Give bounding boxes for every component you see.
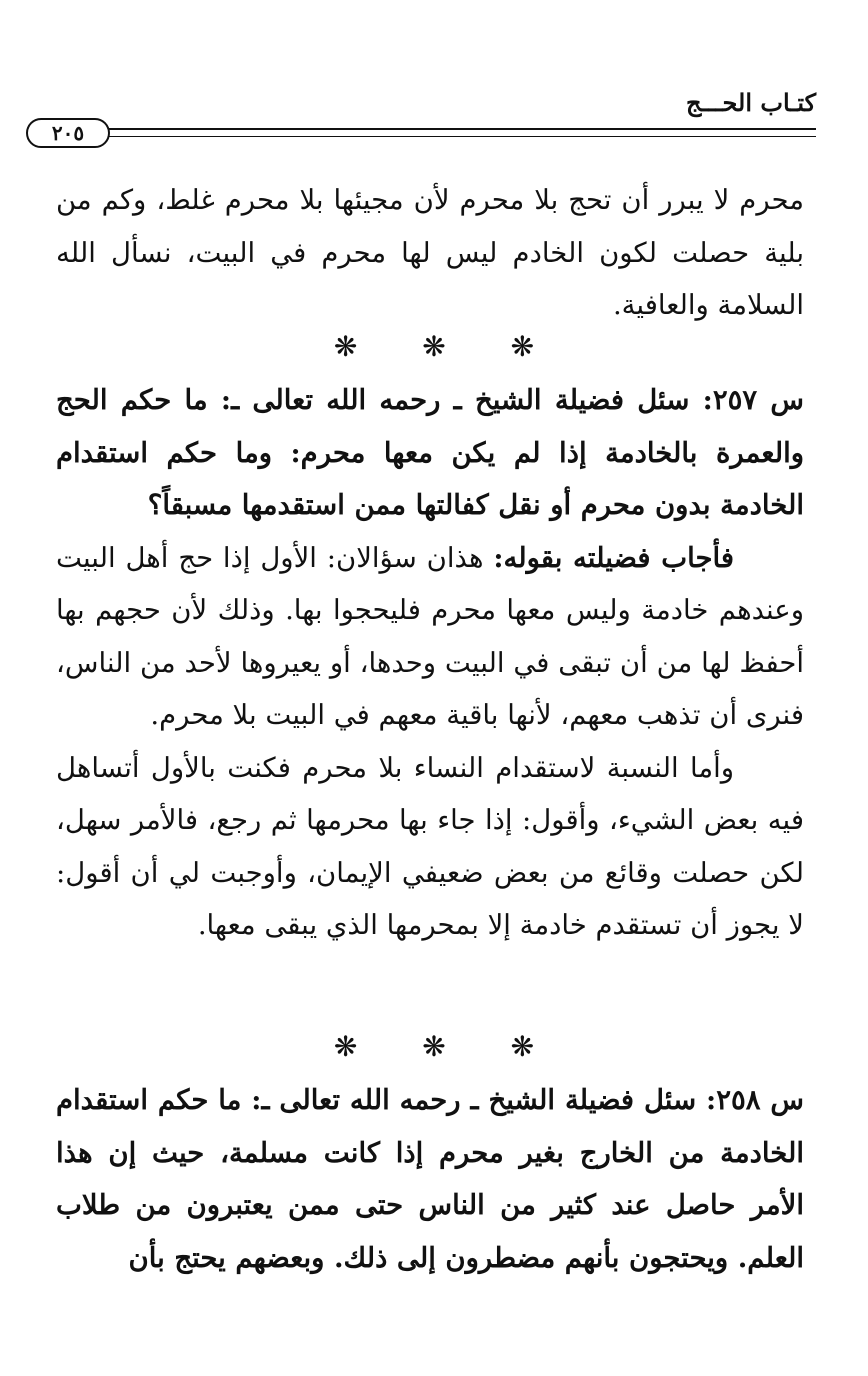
answer-257-text-1: هذان سؤالان: الأول إذا حج أهل البيت وعندهم خادمة وليس معها محرم فليحجوا بها. وذلك لأن حجهم بها أحفظ لها من أن تبقى في البيت وحدها، أو يعيروها لأحد من الناس، فنرى أن تذهب معهم، لأنها باقية معهم في البيت بلا محرم. bbox=[56, 541, 804, 731]
intro-paragraph-block bbox=[56, 174, 804, 332]
answer-lead: فأجاب فضيلته بقوله: bbox=[493, 541, 734, 574]
intro-paragraph: محرم لا يبرر أن تحج بلا محرم لأن مجيئها بلا محرم غلط، وكم من بلية حصلت لكون الخادم ليس لها محرم في البيت، نسأل الله السلامة والعافية. bbox=[56, 184, 804, 321]
question-258: س ٢٥٨: سئل فضيلة الشيخ ـ رحمه الله تعالى ـ: ما حكم استقدام الخادمة من الخارج بغير محرم إذا كانت مسلمة، حيث إن هذا الأمر حاصل عند كثير من الناس حتى ممن يعتبرون من طلاب العلم. ويحتجون بأنهم مضطرون إلى ذلك. وبعضهم يحتج بأن bbox=[56, 1084, 804, 1274]
qa-block-257 bbox=[56, 374, 804, 952]
page-number: ٢٠٥ bbox=[26, 118, 110, 148]
question-257: س ٢٥٧: سئل فضيلة الشيخ ـ رحمه الله تعالى ـ: ما حكم الحج والعمرة بالخادمة إذا لم يكن معها محرم: وما حكم استقدام الخادمة بدون محرم أو نقل كفالتها ممن استقدمها مسبقاً؟ bbox=[56, 384, 804, 521]
book-title: كتـاب الحـــج bbox=[685, 88, 816, 117]
header-rule bbox=[108, 128, 816, 137]
section-separator: ❋ ❋ ❋ bbox=[333, 330, 563, 363]
page-header bbox=[26, 88, 816, 158]
qa-block-258 bbox=[56, 1074, 804, 1284]
section-separator: ❋ ❋ ❋ bbox=[333, 1030, 563, 1063]
answer-257-paragraph-1 bbox=[56, 532, 804, 742]
answer-257-paragraph-2: وأما النسبة لاستقدام النساء بلا محرم فكنت بالأول أتساهل فيه بعض الشيء، وأقول: إذا جاء بها محرمها ثم رجع، فالأمر سهل، لكن حصلت وقائع من بعض ضعيفي الإيمان، وأوجبت لي أن أقول: لا يجوز أن تستقدم خادمة إلا بمحرمها الذي يبقى معها. bbox=[56, 751, 804, 941]
